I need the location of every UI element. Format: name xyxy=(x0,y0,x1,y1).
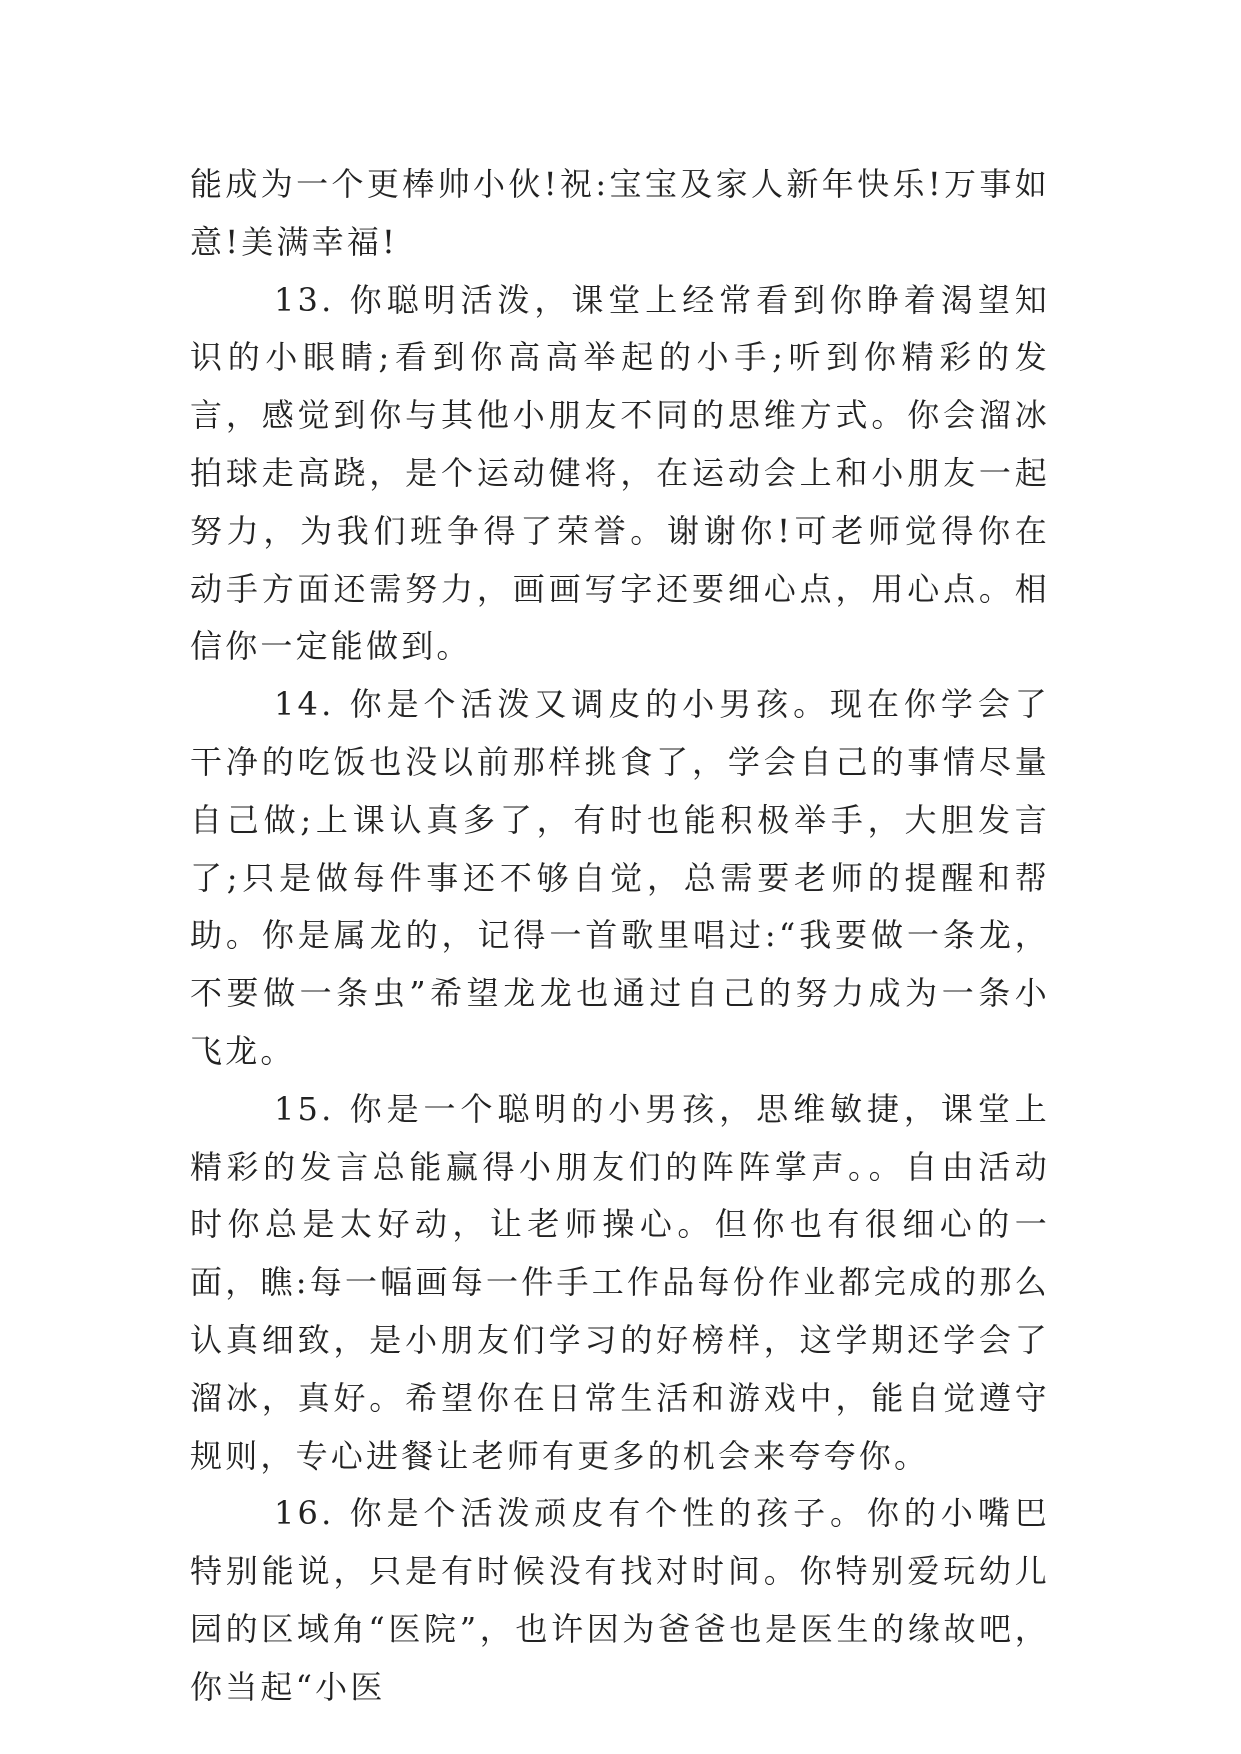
paragraph-item-13: 13. 你聪明活泼，课堂上经常看到你睁着渴望知识的小眼睛;看到你高高举起的小手;听到你精彩的发言，感觉到你与其他小朋友不同的思维方式。你会溜冰拍球走高跷，是个运动健将，在运动会上和小朋友一起努力，为我们班争得了荣誉。谢谢你!可老师觉得你在动手方面还需努力，画画写字还要细心点，用心点。相信你一定能做到。 xyxy=(190,280,1050,666)
paragraph-item-14: 14. 你是个活泼又调皮的小男孩。现在你学会了干净的吃饭也没以前那样挑食了，学会自己的事情尽量自己做;上课认真多了，有时也能积极举手，大胆发言了;只是做每件事还不够自觉，总需要老师的提醒和帮助。你是属龙的，记得一首歌里唱过:“我要做一条龙，不要做一条虫”希望龙龙也通过自己的努力成为一条小飞龙。 xyxy=(190,685,1050,1070)
paragraph-continuation: 能成为一个更棒帅小伙!祝:宝宝及家人新年快乐!万事如意!美满幸福! xyxy=(190,165,1050,261)
paragraph-item-15: 15. 你是一个聪明的小男孩，思维敏捷，课堂上精彩的发言总能赢得小朋友们的阵阵掌声。。自由活动时你总是太好动，让老师操心。但你也有很细心的一面，瞧:每一幅画每一件手工作品每份作业都完成的那么认真细致，是小朋友们学习的好榜样，这学期还学会了溜冰，真好。希望你在日常生活和游戏中，能自觉遵守规则，专心进餐让老师有更多的机会来夸夸你。 xyxy=(190,1089,1050,1475)
document-body xyxy=(190,156,1050,1717)
paragraph-item-16: 16. 你是个活泼顽皮有个性的孩子。你的小嘴巴特别能说，只是有时候没有找对时间。你特别爱玩幼儿园的区域角“医院”，也许因为爸爸也是医生的缘故吧，你当起“小医 xyxy=(190,1494,1050,1706)
